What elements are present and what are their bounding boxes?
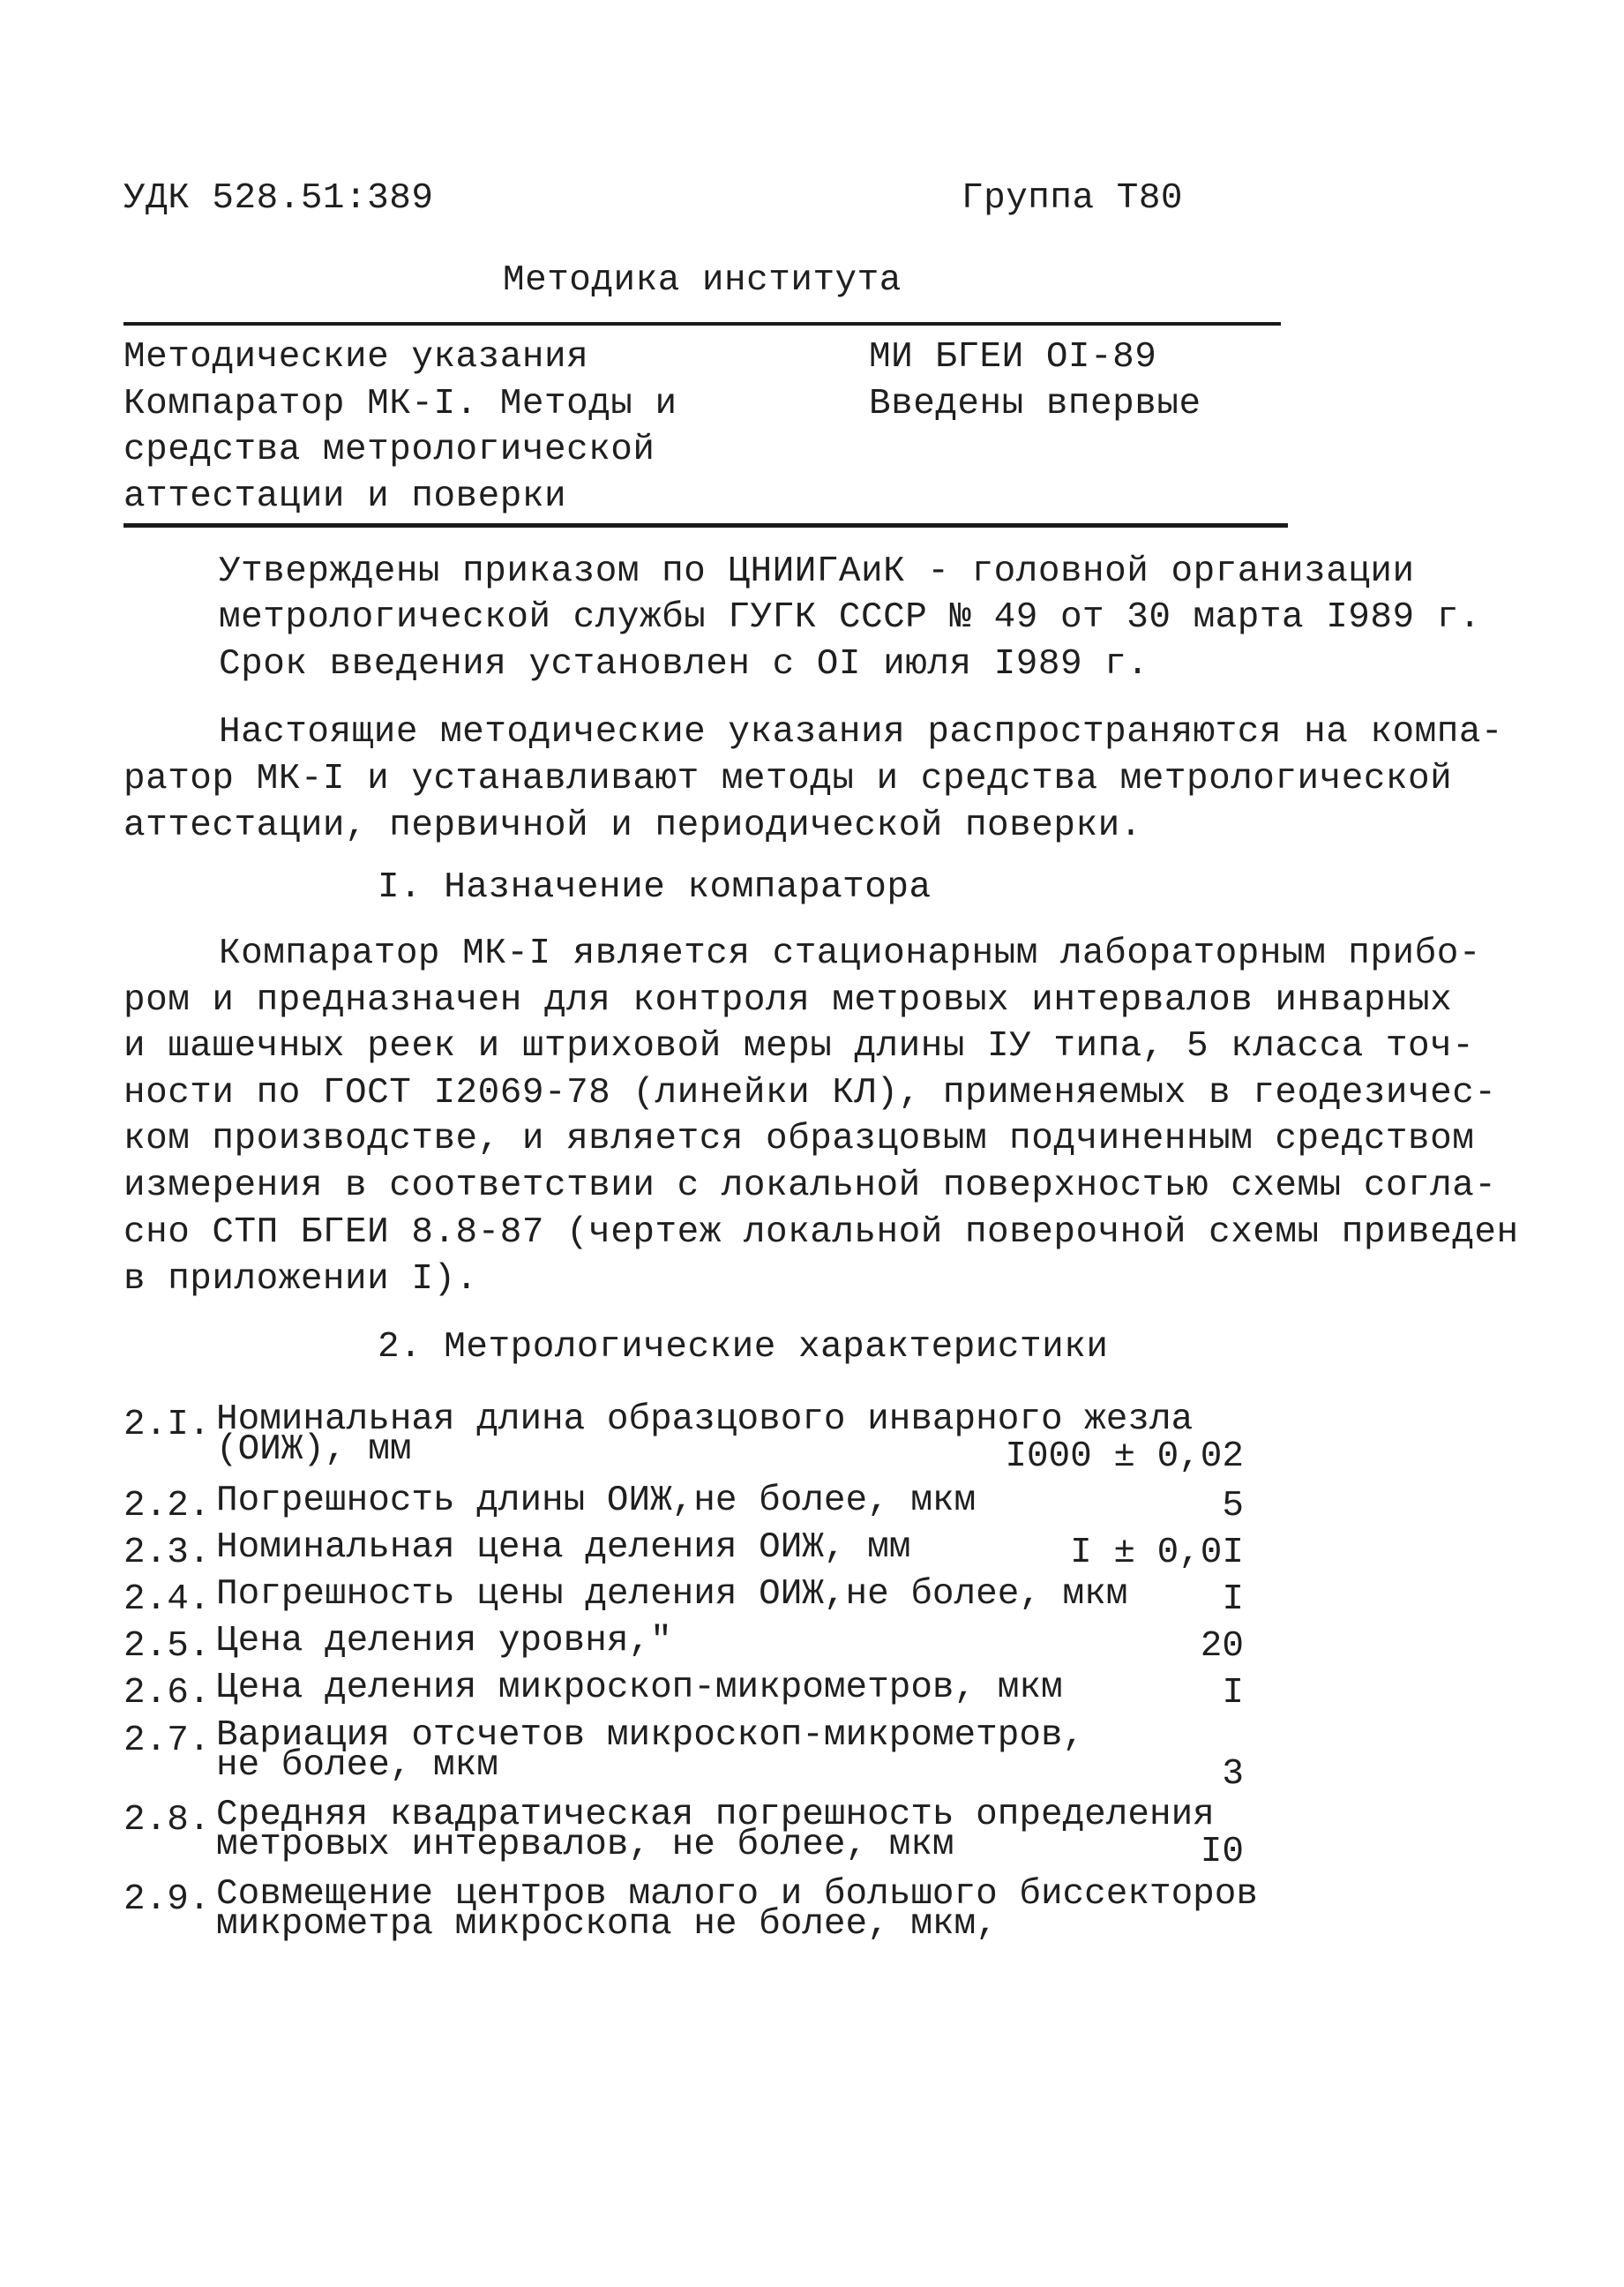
item-text: Номинальная длина образцового инварного жезла (ОИЖ), мм: [216, 1399, 1194, 1470]
item-text: Совмещение центров малого и большого биссекторов микрометра микроскопа не более, мкм,: [216, 1874, 1258, 1945]
item-value: I: [1222, 1579, 1244, 1620]
section-1-line-8: в приложении I).: [123, 1259, 478, 1300]
intro-line-1: Настоящие методические указания распространяются на компа-: [219, 712, 1504, 753]
title-line-3: средства метрологической: [123, 430, 655, 470]
item-number: 2.6.: [123, 1673, 211, 1713]
section-1-heading: I. Назначение компаратора: [378, 867, 932, 908]
section-1-line-5: ком производстве, и является образцовым подчиненным средством: [123, 1119, 1475, 1159]
title-line-4: аттестации и поверки: [123, 476, 567, 517]
item-number: 2.2.: [123, 1486, 211, 1526]
group-code: Группа Т80: [962, 178, 1184, 219]
item-value: 3: [1222, 1754, 1244, 1795]
section-1-line-4: ности по ГОСТ I2069-78 (линейки КЛ), применяемых в геодезичес-: [123, 1073, 1497, 1114]
section-1-line-2: ром и предназначен для контроля метровых интервалов инварных: [123, 980, 1453, 1021]
approval-line-3: Срок введения установлен с OI июля I989 г.: [219, 644, 1149, 685]
item-number: 2.5.: [123, 1626, 211, 1667]
item-text: Погрешность длины ОИЖ,не более, мкм: [216, 1481, 977, 1521]
top-rule: [123, 322, 1281, 326]
item-number: 2.9.: [123, 1879, 211, 1920]
item-number: 2.7.: [123, 1721, 211, 1761]
approval-line-1: Утверждены приказом по ЦНИИГАиК - головной организации: [219, 551, 1415, 592]
document-status: Введены впервые: [869, 384, 1201, 424]
item-text: Вариация отсчетов микроскоп-микрометров, не более, мкм: [216, 1715, 1085, 1786]
section-1-line-6: измерения в соответствии с локальной поверхностью схемы согла-: [123, 1166, 1497, 1206]
item-text: Цена деления уровня,": [216, 1621, 672, 1661]
title-line-2: Компаратор МК-I. Методы и: [123, 384, 677, 424]
item-text: Цена деления микроскоп-микрометров, мкм: [216, 1668, 1063, 1708]
item-number: 2.3.: [123, 1533, 211, 1573]
list-item: [123, 1795, 1244, 1872]
item-text: Номинальная цена деления ОИЖ, мм: [216, 1527, 911, 1568]
document-code: МИ БГЕИ OI-89: [869, 337, 1157, 378]
intro-line-3: аттестации, первичной и периодической поверки.: [123, 806, 1142, 846]
approval-line-2: метрологической службы ГУГК СССР № 49 от 30 марта I989 г.: [219, 597, 1481, 638]
item-value: I000 ± 0,02: [1005, 1436, 1244, 1477]
title-line-1: Методические указания: [123, 337, 589, 378]
item-value: I: [1222, 1673, 1244, 1713]
item-text: Погрешность цены деления ОИЖ,не более, мкм: [216, 1574, 1128, 1615]
section-1-line-7: сно СТП БГЕИ 8.8-87 (чертеж локальной поверочной схемы приведен: [123, 1212, 1519, 1253]
item-value: I ± 0,0I: [1070, 1533, 1244, 1573]
intro-line-2: ратор МК-I и устанавливают методы и средства метрологической: [123, 759, 1453, 799]
section-2-heading: 2. Метрологические характеристики: [378, 1327, 1109, 1368]
list-item: [123, 1874, 1258, 1950]
bottom-rule: [123, 523, 1288, 528]
item-text: Средняя квадратическая погрешность определения метровых интервалов, не более, мкм: [216, 1795, 1215, 1865]
document-type: Методика института: [503, 260, 902, 301]
section-1-line-3: и шашечных реек и штриховой меры длины IУ типа, 5 класса точ-: [123, 1026, 1475, 1067]
item-number: 2.I.: [123, 1405, 211, 1445]
item-value: 5: [1222, 1486, 1244, 1526]
item-number: 2.4.: [123, 1579, 211, 1620]
list-item: [123, 1399, 1244, 1477]
udk-code: УДК 528.51:389: [123, 178, 434, 219]
section-1-line-1: Компаратор МК-I является стационарным лабораторным прибо-: [219, 934, 1481, 974]
item-value: I0: [1200, 1832, 1244, 1872]
list-item: [123, 1715, 1244, 1795]
item-number: 2.8.: [123, 1800, 211, 1841]
item-value: 20: [1200, 1626, 1244, 1667]
